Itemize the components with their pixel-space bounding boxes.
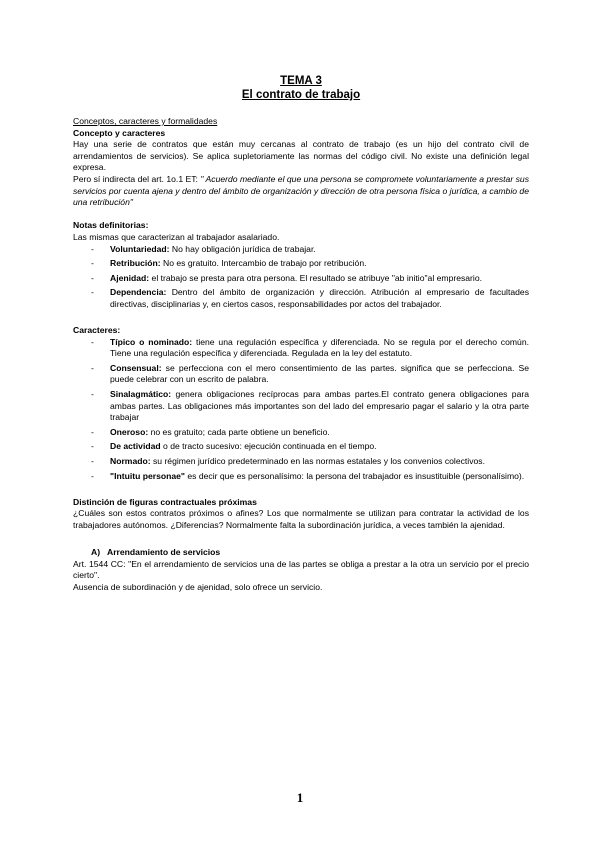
- item-text: tiene una regulación específica y diferenciada. No se regula por el derecho común. Tiene una regulación específica y diferenciada. Regulada en la ley del estatuto.: [110, 336, 529, 359]
- arrendamiento-heading: [91, 547, 529, 559]
- list-item: [73, 456, 529, 468]
- definition-paragraph: [73, 174, 529, 209]
- distincion-heading: Distinción de figuras contractuales próximas: [73, 496, 257, 507]
- arrendamiento-article: Art. 1544 CC: "En el arrendamiento de servicios una de las partes se obliga a prestar a la otra un servicio por el precio cierto".: [73, 558, 529, 581]
- item-term: Voluntariedad:: [110, 243, 170, 254]
- list-item: [73, 427, 529, 439]
- subheading-concepto: Concepto y caracteres: [73, 127, 166, 138]
- list-item: [73, 441, 529, 453]
- caracteres-list: [73, 337, 529, 483]
- item-text: se perfecciona con el mero consentimiento de las partes. significa que se perfecciona. Se puede celebrar con un escrito de palabra.: [110, 362, 529, 385]
- item-text: genera obligaciones recíprocas para ambas partes.El contrato genera obligaciones para ambas partes. Las obligaciones más importantes son del lado del empresario pagar el salario y la otra parte trabajar: [110, 389, 529, 423]
- topic-number: TEMA 3: [280, 75, 322, 87]
- list-item: [73, 389, 529, 424]
- document-title: El contrato de trabajo: [241, 89, 361, 101]
- item-text: o de tracto sucesivo: ejecución continuada en el tiempo.: [160, 441, 377, 452]
- item-term: De actividad: [110, 441, 161, 452]
- item-text: No es gratuito. Intercambio de trabajo por retribución.: [160, 258, 367, 269]
- definition-lead: Pero sí indirecta del art. 1o.1 ET:: [73, 173, 201, 184]
- page-number: 1: [296, 790, 304, 805]
- item-text: su régimen jurídico predeterminado en las normas estatales y los convenios colectivos.: [150, 456, 485, 467]
- list-item: [73, 258, 529, 270]
- list-item: [73, 273, 529, 285]
- item-text: es decir que es personalísimo: la persona del trabajador es insustituible (personalísimo).: [185, 470, 525, 481]
- item-term: Retribución:: [110, 258, 161, 269]
- list-item: [73, 471, 529, 483]
- item-term: "Intuitu personae": [110, 470, 185, 481]
- list-item: [73, 244, 529, 256]
- definition-quote: " Acuerdo mediante el que una persona se compromete voluntariamente a prestar sus servicios por cuenta ajena y dentro del ámbito de organización y dirección de otra persona física o jurídica, a cambio de una retribución": [73, 173, 529, 208]
- item-term: Consensual:: [110, 362, 162, 373]
- notas-heading: Notas definitorias:: [73, 220, 149, 231]
- arrendamiento-title: Arrendamiento de servicios: [107, 547, 221, 558]
- item-term: Oneroso:: [110, 426, 149, 437]
- item-term: Ajenidad:: [110, 272, 150, 283]
- list-item: [73, 337, 529, 360]
- arrendamiento-note: Ausencia de subordinación y de ajenidad, solo ofrece un servicio.: [73, 581, 323, 592]
- item-text: Dentro del ámbito de organización y dirección. Atribución al empresario de facultades directivas, disciplinarias y, en ciertos casos, responsabilidades por actos del trabajador.: [110, 287, 529, 309]
- item-text: el trabajo se presta para otra persona. El resultado se atribuye "ab initio"al empresario.: [149, 272, 483, 283]
- item-text: No hay obligación jurídica de trabajar.: [169, 243, 316, 254]
- section-heading-conceptos: Conceptos, caracteres y formalidades: [73, 116, 218, 126]
- section-letter: A): [91, 547, 101, 558]
- page-content: [73, 74, 529, 594]
- list-item: [73, 363, 529, 386]
- item-text: no es gratuito; cada parte obtiene un beneficio.: [148, 426, 330, 437]
- item-term: Normado:: [110, 456, 151, 467]
- caracteres-heading: Caracteres:: [73, 325, 121, 336]
- item-term: Típico o nominado:: [110, 336, 193, 347]
- distincion-paragraph: ¿Cuáles son estos contratos próximos o afines? Los que normalmente se utilizan para contratar la actividad de los trabajadores autónomos. ¿Diferencias? Normalmente falta la subordinación jurídica, a veces también la ajenidad.: [73, 508, 529, 530]
- list-item: [73, 287, 529, 310]
- notas-intro: Las mismas que caracterizan al trabajador asalariado.: [73, 231, 280, 242]
- notas-list: [73, 244, 529, 311]
- concept-paragraph: Hay una serie de contratos que están muy cercanas al contrato de trabajo (es un hijo del contrato civil de arrendamientos de servicios). Se aplica supletoriamente las normas del código civil. No existe una definición legal expresa.: [73, 139, 529, 173]
- title-block: [73, 74, 529, 102]
- item-term: Sinalagmático:: [110, 389, 172, 400]
- item-term: Dependencia:: [110, 287, 167, 298]
